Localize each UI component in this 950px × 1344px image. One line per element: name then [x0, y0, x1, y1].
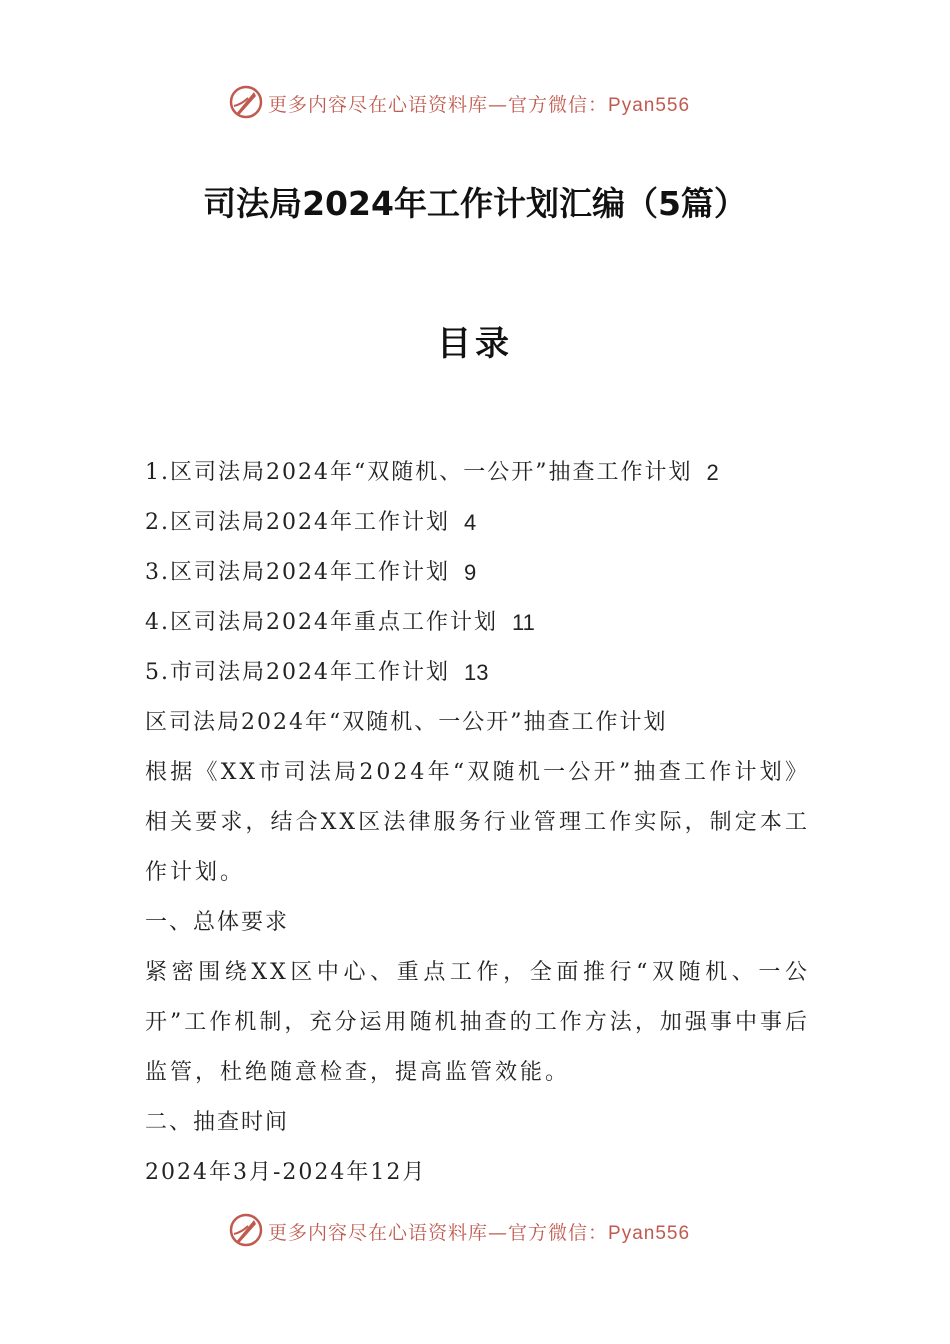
watermark-text: 更多内容尽在心语资料库—官方微信：Pyan556 — [268, 94, 691, 116]
toc-item[interactable]: 3.区司法局2024年工作计划 9 — [145, 560, 477, 585]
watermark-header — [0, 82, 950, 122]
toc-item[interactable]: 1.区司法局2024年“双随机、一公开”抽查工作计划 2 — [145, 460, 719, 485]
toc-heading: 目录 — [437, 324, 513, 364]
paragraph-general-requirements: 紧密围绕XX区中心、重点工作，全面推行“双随机、一公开”工作机制，充分运用随机抽查的工作方法，加强事中事后监管，杜绝随意检查，提高监管效能。 — [145, 960, 810, 1085]
quill-logo-icon — [228, 84, 264, 120]
watermark-footer — [0, 1210, 950, 1250]
intro-paragraph: 根据《XX市司法局2024年“双随机一公开”抽查工作计划》相关要求，结合XX区法律服务行业管理工作实际，制定本工作计划。 — [145, 760, 810, 885]
section-title: 区司法局2024年“双随机、一公开”抽查工作计划 — [145, 710, 668, 735]
heading-general-requirements: 一、总体要求 — [145, 910, 290, 935]
quill-logo-icon — [228, 1212, 264, 1248]
document-title: 司法局2024年工作计划汇编（5篇） — [203, 184, 747, 223]
document-body — [145, 448, 810, 1198]
toc-item[interactable]: 4.区司法局2024年重点工作计划 11 — [145, 610, 535, 635]
paragraph-inspection-time: 2024年3月-2024年12月 — [145, 1160, 427, 1185]
watermark-text: 更多内容尽在心语资料库—官方微信：Pyan556 — [268, 1222, 691, 1244]
toc-item[interactable]: 5.市司法局2024年工作计划 13 — [145, 660, 489, 685]
heading-inspection-time: 二、抽查时间 — [145, 1110, 290, 1135]
toc-item[interactable]: 2.区司法局2024年工作计划 4 — [145, 510, 477, 535]
